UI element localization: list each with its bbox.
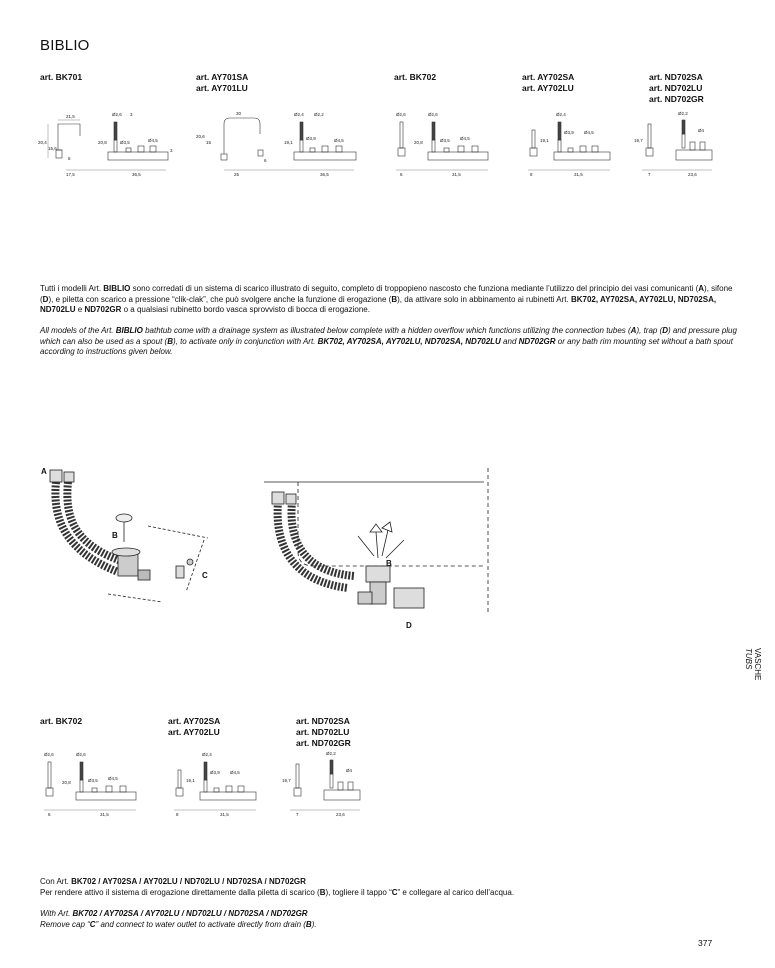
dim-label: 15,6 <box>48 146 57 151</box>
dim-label: 6 <box>68 156 71 161</box>
dim-label: Ø4,5 <box>334 138 344 143</box>
dim-label: Ø3,5 <box>120 140 130 145</box>
dim-label: Ø4,5 <box>460 136 470 141</box>
model-line: art. ND702SA <box>296 716 350 726</box>
dim-label: Ø4,5 <box>108 776 118 781</box>
dim-label: Ø3,9 <box>210 770 220 775</box>
dim-label: Ø3,9 <box>564 130 574 135</box>
dim-label: 7 <box>296 812 299 817</box>
dim-label: Ø3,5 <box>88 778 98 783</box>
bottom-drawing-nd702 <box>280 748 370 818</box>
dim-label: 23,6 <box>336 812 345 817</box>
model-line: art. AY701SA <box>196 72 249 82</box>
model-line: art. AY702SA <box>522 72 575 82</box>
dim-label: 20,8 <box>414 140 423 145</box>
dim-label: Ø3,9 <box>306 136 316 141</box>
drawing-ay701 <box>194 108 364 178</box>
label-b: B <box>112 531 118 540</box>
dim-label: 20,4 <box>38 140 47 145</box>
dim-label: 8 <box>530 172 533 177</box>
dim-label: Ø4,5 <box>148 138 158 143</box>
model-line: art. ND702SA <box>649 72 703 82</box>
side-label-en: TUBS <box>744 648 753 670</box>
dim-label: Ø2,4 <box>556 112 566 117</box>
dim-label: Ø3,5 <box>440 138 450 143</box>
drawing-bk701 <box>38 108 178 178</box>
dim-label: 23,6 <box>688 172 697 177</box>
dim-label: 19,1 <box>540 138 549 143</box>
dim-label: 15 <box>206 140 212 145</box>
description-en: All models of the Art. BIBLIO bathtub come with a drainage system as illustrated below complete with a hidden overflow which functions utilizing the connection tubes (A), trap (D) and pressure plug which can also be used as a spout (B), to activate only in conjunction with Art. BK702, AY702SA, AY702LU, ND702SA, ND702LU and ND702GR or any bath rim mounting set without a bath spout according to instructions given below. <box>40 326 737 356</box>
bottom-heading-ay702 <box>168 716 220 738</box>
dim-label: Ø4,5 <box>584 130 594 135</box>
bottom-note-en: With Art. BK702 / AY702SA / AY702LU / ND702LU / ND702SA / ND702GR Remove cap “C” and connect to water outlet to activate directly from drain (B). <box>40 909 317 929</box>
dim-label: Ø2,2 <box>314 112 324 117</box>
dim-label: 19,7 <box>282 778 291 783</box>
label-d: D <box>406 621 412 630</box>
model-heading-ay702 <box>522 72 574 94</box>
model-line: art. BK702 <box>40 716 83 726</box>
drain-assembled-diagram <box>258 462 498 632</box>
dim-label: 21,5 <box>66 114 75 119</box>
model-heading-bk701 <box>40 72 82 83</box>
drawing-nd702 <box>632 108 722 178</box>
label-b-assembled: B <box>386 559 392 568</box>
dim-label: 31,5 <box>574 172 583 177</box>
model-line: art. AY702LU <box>522 83 574 93</box>
dim-label: Ø4 <box>346 768 353 773</box>
model-heading-bk702 <box>394 72 436 83</box>
dim-label: 3 <box>170 148 173 153</box>
dim-label: Ø2,6 <box>76 752 86 757</box>
label-a: A <box>41 467 47 476</box>
drawing-ay702 <box>518 108 618 178</box>
dim-label: 7 <box>648 172 651 177</box>
dim-label: Ø2,2 <box>326 751 336 756</box>
dim-label: Ø2,6 <box>112 112 122 117</box>
dim-label: 6 <box>400 172 403 177</box>
dim-label: Ø2,4 <box>202 752 212 757</box>
dim-label: Ø2,2 <box>678 111 688 116</box>
model-heading-nd702 <box>649 72 704 105</box>
bottom-heading-nd702 <box>296 716 351 749</box>
model-line: art. ND702GR <box>296 738 351 748</box>
bottom-note-it: Con Art. BK702 / AY702SA / AY702LU / ND702LU / ND702SA / ND702GR Per rendere attivo il sistema di erogazione direttamente dalla piletta di scarico (B), togliere il tappo “C” e collegare al carico dell’acqua. <box>40 877 515 897</box>
model-line: art. BK701 <box>40 72 83 82</box>
dim-label: 19,7 <box>634 138 643 143</box>
dim-label: 20,8 <box>62 780 71 785</box>
model-line: art. BK702 <box>394 72 437 82</box>
dim-label: 30 <box>236 111 242 116</box>
dim-label: Ø4,5 <box>230 770 240 775</box>
model-line: art. ND702GR <box>649 94 704 104</box>
model-heading-ay701 <box>196 72 248 94</box>
dim-label: Ø4 <box>698 128 705 133</box>
side-label-it: VASCHE <box>753 648 762 681</box>
dim-label: 6 <box>48 812 51 817</box>
dim-label: 31,5 <box>452 172 461 177</box>
drawing-bk702 <box>388 108 498 178</box>
page-title: BIBLIO <box>40 37 90 54</box>
drain-exploded-diagram <box>38 462 238 612</box>
model-line: art. AY702LU <box>168 727 220 737</box>
bottom-heading-bk702 <box>40 716 82 727</box>
dim-label: 31,5 <box>220 812 229 817</box>
dim-label: Ø2,4 <box>294 112 304 117</box>
dim-label: 19,1 <box>284 140 293 145</box>
dim-label: 8 <box>176 812 179 817</box>
dim-label: 6 <box>264 158 267 163</box>
dim-label: 31,5 <box>100 812 109 817</box>
side-tab-label <box>744 648 762 681</box>
dim-label: 19,1 <box>186 778 195 783</box>
dim-label: 17,5 <box>66 172 75 177</box>
bottom-drawing-bk702 <box>36 748 146 818</box>
description-it: Tutti i modelli Art. BIBLIO sono corredati di un sistema di scarico illustrato di seguito, completo di troppopieno nascosto che funziona mediante l’utilizzo del principio dei vasi comunicanti (A), sifone (D), e piletta con scarico a pressione “clik-clak”, che può svolgere anche la funzione di erogazione (B), da attivare solo in abbinamento ai rubinetti Art. BK702, AY702SA, AY702LU, ND702SA, ND702LU e ND702GR o a qualsiasi rubinetto bordo vasca sprovvisto di bocca di erogazione. <box>40 284 733 314</box>
model-line: art. AY701LU <box>196 83 248 93</box>
dim-label: 20,8 <box>98 140 107 145</box>
bottom-drawing-ay702 <box>164 748 264 818</box>
dim-label: 36,5 <box>132 172 141 177</box>
dim-label: 36,5 <box>320 172 329 177</box>
page-number: 377 <box>698 938 713 948</box>
dim-label: 20,6 <box>196 134 205 139</box>
dim-label: Ø2,6 <box>44 752 54 757</box>
dim-label: 25 <box>234 172 240 177</box>
model-line: art. AY702SA <box>168 716 221 726</box>
model-line: art. ND702LU <box>649 83 703 93</box>
label-c: C <box>202 571 208 580</box>
dim-label: Ø2,6 <box>428 112 438 117</box>
dim-label: Ø2,6 <box>396 112 406 117</box>
dim-label: 3 <box>130 112 133 117</box>
model-line: art. ND702LU <box>296 727 350 737</box>
